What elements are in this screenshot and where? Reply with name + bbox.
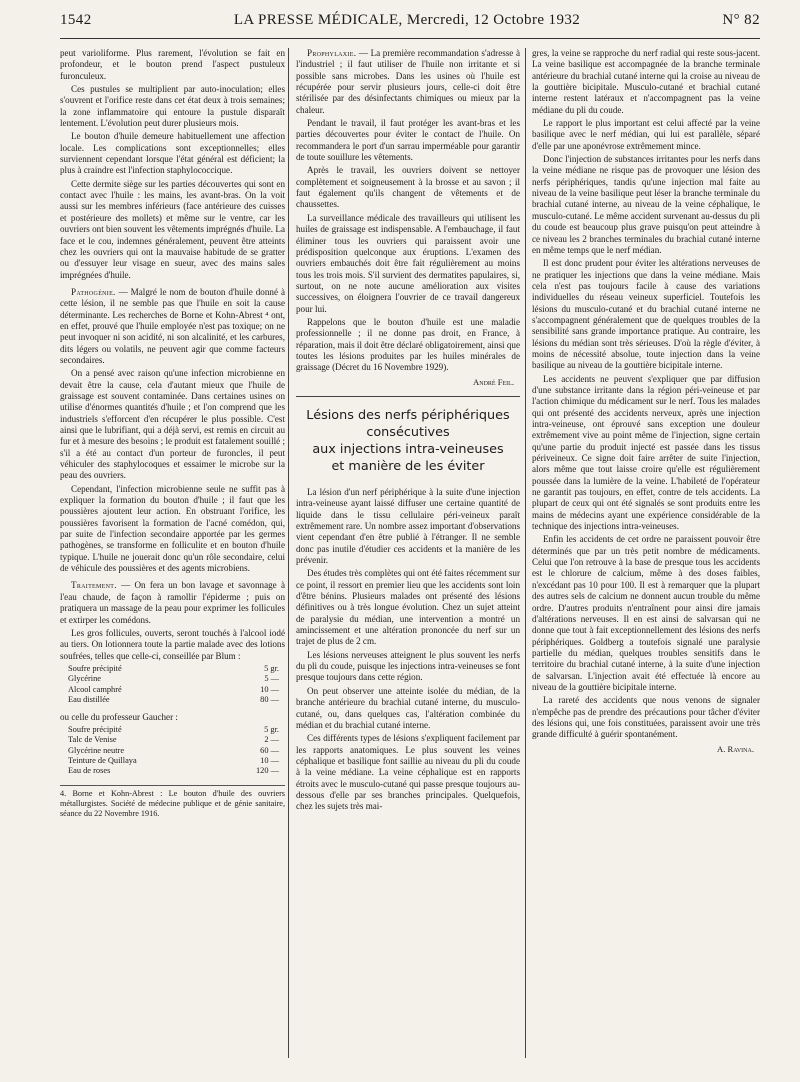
paragraph: Il est donc prudent pour éviter les altérations nerveuses de ne pratiquer les injections que dans la veine médiane. Mais cela n'est pas toujours facile à cause des variations individuelles du réseau veineux superficiel. Toutefois les lésions du musculo-cutané et du brachial cutané interne ne s'accompagnent généralement que de quelques troubles de la sensibilité sans grande importance pratique. Au contraire, les lésions du médian sont très sérieuses. D'où la règle d'éviter, à moins de nécessité absolue, toute injection dans la veine basilique au niveau de la gouttière bicipitale interne.	[532, 258, 760, 371]
paragraph: Cette dermite siège sur les parties découvertes qui sont en contact avec l'huile : les mains, les avant-bras. On la voit aussi sur les membres inférieurs (face antérieure des cuisses et postérieure des mollets) et même sur le ventre, car les ouvriers ont bien souvent les vêtements imprégnés d'huile. La face et le cou, indemnes généralement, peuvent être atteints chez les ouvriers qui ont la mauvaise habitude de se gratter ou d'essuyer leur visage en sueur, avec des mains sales imprégnées d'huile.	[60, 178, 285, 280]
article-title	[296, 407, 520, 475]
ingredient: Eau de roses	[68, 766, 111, 776]
issue-date: Mercredi, 12 Octobre 1932	[406, 12, 581, 28]
section-text: — La première recommandation s'adresse à l'industriel ; il faut utiliser de l'huile non irritante et si possible sans microbes. Dans les usines où l'huile est récupérée pour servir plusieurs jours, celle-ci doit être stérilisée par des désinfectants chimiques ou mieux par la chaleur.	[296, 48, 520, 115]
article-separator	[296, 396, 520, 397]
formula-row	[68, 664, 285, 674]
title-line: aux injections intra-veineuses	[312, 441, 504, 457]
column-1	[60, 48, 285, 1058]
quantity: 5 gr.	[264, 663, 279, 673]
paragraph: Ces différents types de lésions s'expliquent facilement par les rapports anatomiques. Le plus souvent les veines céphalique et basilique font saillie au niveau du pli du coude à la veine médiane. La veine céphalique est en rapports étroits avec le musculo-cutané qui passe presque toujours au-dessous d'elle par ses branches principales. Quelquefois, chez les sujets très mai-	[296, 733, 520, 812]
paragraph: Cependant, l'infection microbienne seule ne suffit pas à expliquer la formation du bouton d'huile ; il faut que les poussières ajoutent leur action. En obstruant l'orifice, les poussières favorisent la formation de l'acné comédon, qui, par suite de l'infection secondaire apportée par les germes pathogènes, se transforme en folliculite et en bouton d'huile typique. L'huile ne jouerait donc qu'un rôle secondaire, celui de véhicule des poussières et des agents microbiens.	[60, 483, 285, 574]
quantity: 120 —	[255, 766, 279, 776]
section-text: — On fera un bon lavage et savonnage à l'eau chaude, de façon à ramollir l'épiderme ; puis on pratiquera un massage de la peau pour exprimer les follicules et extirper les comédons.	[60, 580, 285, 625]
paragraph: Les accidents ne peuvent s'expliquer que par diffusion d'une substance irritante dans la région péri-veineuse et par l'action chimique du médicament sur le nerf. Tous les malades qui ont présenté des accidents nerveux, après une injection intra-veineuse, ont éprouvé sans exception une douleur extrêmement vive au point même de l'injection, signe certain qu'une partie du produit injecté est passée dans les tissus périveineux. Ce signe doit faire arrêter de suite l'injection, alors même que tout laisse croire qu'elle est régulièrement poussée dans la lumière de la veine. L'habileté de l'opérateur ne garantit pas toujours, en effet, contre de tels accidents. La plupart de ceux qui ont été signalés se sont produits entre les mains de médecins ayant une expérience considérable de la technique des injections intra-veineuses.	[532, 373, 760, 532]
journal-name: LA PRESSE MÉDICALE,	[233, 12, 403, 28]
paragraph: Enfin les accidents de cet ordre ne paraissent pouvoir être déterminés que par un très petit nombre de médicaments. Celui que l'on retrouve à la base de presque tous les accidents est le chlorure de calcium, même à des doses faibles, n'excédant pas 10 pour 100. Il est à remarquer que la plupart des autres sels de calcium ne donnent aucun trouble du même ordre. D'autres produits n'entraînent pour ainsi dire jamais d'altérations nerveuses. Il en est ainsi de salvarsan qui ne donne que tout à fait exceptionnellement des lésions des nerfs périphériques. Goldberg a toutefois signalé une paralysie partielle du médian, quelques troubles sensitifs dans le territoire du brachial cutané interne, à la suite d'une injection de salvarsan. L'injection avait été effectuée là encore au niveau de la gouttière bicipitale interne.	[532, 534, 760, 692]
section-label-prophylaxie: Prophylaxie.	[307, 48, 357, 58]
ingredient: Glycérine neutre	[68, 745, 125, 755]
issue-number: N° 82	[722, 12, 760, 28]
traitement-paragraph	[60, 580, 285, 625]
paragraph: peut varioliforme. Plus rarement, l'évolution se fait en profondeur, et le bouton prend l'aspect pustuleux furonculeux.	[60, 48, 285, 81]
page-number: 1542	[60, 12, 92, 28]
formula-blum	[68, 664, 285, 706]
paragraph: Donc l'injection de substances irritantes pour les nerfs dans la veine médiane ne risque pas de provoquer une lésion des nerfs périphériques, tandis qu'une injection mal faite au niveau de la veine basilique peut léser la branche terminale du brachial cutané interne, au niveau de la veine céphalique, le musculo-cutané. Le même accident survenant au-dessus du pli du coude est beaucoup plus grave puisqu'on peut atteindre à ce niveau les 2 branches terminales du brachial cutané interne en même temps que le nerf médian.	[532, 154, 760, 255]
author-signature: André Feil.	[473, 376, 514, 387]
author-signature: A. Ravina.	[717, 743, 754, 754]
ingredient: Alcool camphré	[68, 684, 122, 694]
quantity: 5 —	[264, 674, 279, 684]
section-label-pathogenie: Pathogénie.	[71, 286, 116, 297]
formula-row	[68, 695, 285, 705]
quantity: 10 —	[260, 756, 279, 766]
quantity: 10 —	[260, 684, 279, 694]
title-line: Lésions des nerfs périphériques	[306, 407, 510, 423]
quantity: 5 gr.	[264, 724, 279, 734]
quantity: 80 —	[260, 695, 279, 705]
paragraph: gres, la veine se rapproche du nerf radial qui reste sous-jacent. La veine basilique est accompagnée de la branche terminale antérieure du brachial cutané interne qui la croise au niveau de la gouttière bicipitale. Musculo-cutané et brachial cutané interne restent latéraux et n'accompagnent pas la veine médiane du pli du coude.	[532, 48, 760, 115]
formula-row	[68, 725, 285, 735]
section-label-traitement: Traitement.	[71, 580, 117, 591]
paragraph: La lésion d'un nerf périphérique à la suite d'une injection intra-veineuse ayant laissé diffuser une certaine quantité de liquide dans le tissu cellulaire péri-veineux paraît extrêmement rare. Un nombre assez important d'observations vient cependant d'en être publié à l'étranger. Il ne semble donc pas inutile d'étudier ces accidents et la manière de les prévenir.	[296, 486, 520, 566]
quantity: 2 —	[264, 735, 279, 745]
paragraph: Le bouton d'huile demeure habituellement une affection locale. Les complications sont exceptionnelles; elles surviennent cependant lorsque l'état général est déficient; la plus à craindre est l'infection staphylococcique.	[60, 131, 285, 176]
paragraph: Les gros follicules, ouverts, seront touchés à l'alcool iodé au tiers. On lotionnera toute la partie malade avec des lotions soufrées, telles que celle-ci, conseillée par Blum :	[60, 627, 285, 661]
title-line: consécutives	[366, 424, 450, 440]
paragraph: Des études très complètes qui ont été faites récemment sur ce point, il ressort en premier lieu que les accidents sont loin d'être bénins. Plusieurs malades ont présenté des lésions définitives ou à très longue évolution. Chez un sujet atteint de paralysie du médian, une intervention a montré un amincissement et une altération prononcée du nerf sur un trajet de plus de 2 cm.	[296, 568, 520, 647]
running-title	[92, 12, 723, 29]
formula-row	[68, 756, 285, 766]
column-2	[296, 48, 520, 1058]
paragraph: La surveillance médicale des travailleurs qui utilisent les huiles de graissage est indispensable. A l'embauchage, il faut éliminer tous les ouvriers qui paraissent avoir une prédisposition quelconque aux éruptions. L'examen des ouvriers embauchés doit être fait régulièrement au moins tous les trois mois. S'il survient des dermatites papulaires, si, surtout, on ne note aucune amélioration aux visites successives, on éloignera l'ouvrier de ce travail dangereux pour lui.	[296, 212, 520, 314]
column-rule-2	[525, 48, 526, 1058]
column-rule-1	[288, 48, 289, 1058]
paragraph: Les lésions nerveuses atteignent le plus souvent les nerfs du pli du coude, puisque les injections intra-veineuses se font presque toujours dans cette région.	[296, 649, 520, 683]
paragraph: La rareté des accidents que nous venons de signaler n'empêche pas de prendre des précautions pour tâcher d'éviter des lésions qui, une fois constituées, paraissent avoir une très grande difficulté à guérir spontanément.	[532, 695, 760, 740]
formula-row	[68, 735, 285, 745]
quantity: 60 —	[260, 745, 279, 755]
ingredient: Glycérine	[68, 674, 102, 684]
paragraph: On a pensé avec raison qu'une infection microbienne en devait être la cause, cela d'autant mieux que l'huile de graissage est souvent contaminée. Dans certaines usines on utilise d'énormes quantités d'huile ; et l'on comprend que les industriels s'efforcent d'en récupérer le plus possible. C'est ainsi que le lubrifiant, qui a déjà servi, est remis en circuit au fur et à mesure des besoins ; le produit est fatalement souillé ; s'il a été au contact d'un porteur de furoncles, il peut véhiculer des staphylocoques et essaimer le microbe sur la peau des ouvriers.	[60, 368, 285, 481]
formula-row	[68, 674, 285, 684]
ingredient: Soufre précipité	[68, 724, 122, 734]
ingredient: Eau distillée	[68, 695, 110, 705]
paragraph: On peut observer une atteinte isolée du médian, de la branche antérieure du brachial cutané interne, du musculo-cutané, ou, dans quelques cas, l'altération combinée du médian et du brachial cutané interne.	[296, 685, 520, 730]
column-3	[532, 48, 760, 1058]
page-header	[60, 12, 760, 39]
paragraph: Ces pustules se multiplient par auto-inoculation; elles s'ouvrent et l'orifice reste dans cet état deux à trois semaines; la zone inflammatoire qui entoure la pustule disparaît lentement. L'évolution peut durer plusieurs mois.	[60, 84, 285, 129]
section-text: — Malgré le nom de bouton d'huile donné à cette lésion, il ne semble pas que l'huile en soit la cause déterminante. Les recherches de Borne et Kohn-Abrest ⁴ ont, en effet, prouvé que l'huile employée n'est pas toxique; on ne peut invoquer ni son acidité, ni son alcalinité, et les carbures, dits légers ou volatils, ne peuvent agir que comme facteurs secondaires.	[60, 286, 285, 365]
paragraph: Rappelons que le bouton d'huile est une maladie professionnelle ; il ne donne pas droit, en France, à réparation, mais il doit être déclaré obligatoirement, ainsi que toutes les lésions produites par les huiles minérales de graissage (Décret du 16 Novembre 1929).	[296, 316, 520, 373]
formula-row	[68, 746, 285, 756]
title-line: et manière de les éviter	[331, 458, 485, 474]
formula-row	[68, 766, 285, 776]
ingredient: Soufre précipité	[68, 663, 122, 673]
ingredient: Teinture de Quillaya	[68, 756, 137, 766]
formula-gaucher	[68, 725, 285, 777]
prophylaxie-paragraph	[296, 48, 520, 116]
footnote: 4. Borne et Kohn-Abrest : Le bouton d'huile des ouvriers métallurgistes. Société de médecine publique et de génie sanitaire, séance du 22 Novembre 1916.	[60, 785, 285, 819]
paragraph: Le rapport le plus important est celui affecté par la veine basilique avec le nerf médian, qui lui est parallèle, séparé d'elle par une aponévrose extrêmement mince.	[532, 118, 760, 151]
pathogenie-paragraph	[60, 287, 285, 366]
paragraph: Après le travail, les ouvriers doivent se nettoyer complètement et soigneusement à la brosse et au savon ; il faut également qu'ils changent de vêtements et de chaussettes.	[296, 165, 520, 210]
formula-row	[68, 685, 285, 695]
ingredient: Talc de Venise	[68, 735, 117, 745]
paragraph: ou celle du professeur Gaucher :	[60, 711, 178, 722]
paragraph: Pendant le travail, il faut protéger les avant-bras et les parties découvertes pour éviter le contact de l'huile. On recommandera le port d'un sarrau imperméable pour garantir de toute souillure les vêtements.	[296, 118, 520, 163]
